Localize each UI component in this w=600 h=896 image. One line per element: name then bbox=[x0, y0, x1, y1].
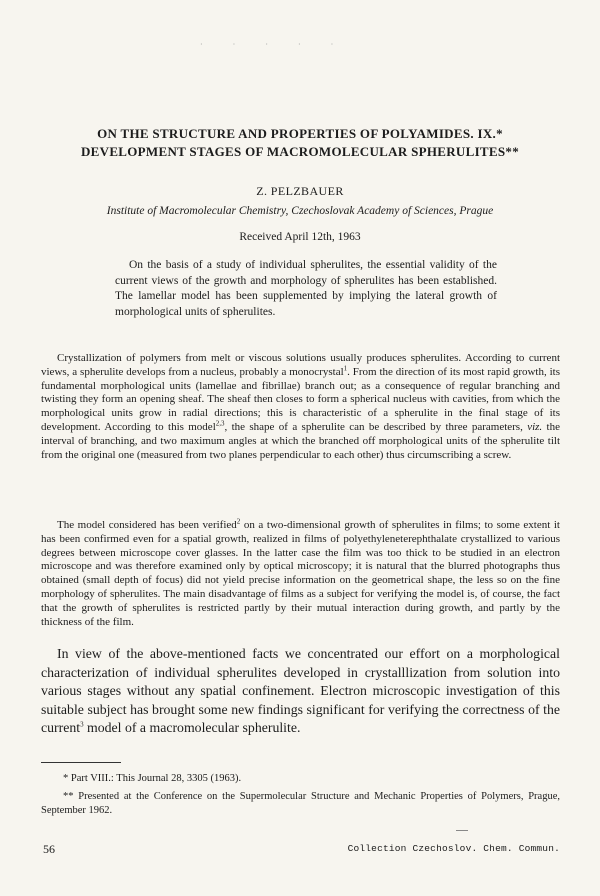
received-date: Received April 12th, 1963 bbox=[239, 231, 361, 243]
journal-footer: Collection Czechoslov. Chem. Commun. bbox=[347, 843, 560, 854]
footnote-1: * Part VIII.: This Journal 28, 3305 (1963). bbox=[63, 773, 242, 784]
p1-viz: viz. bbox=[527, 420, 543, 433]
article-title bbox=[40, 125, 560, 161]
p2-text-a: The model considered has been verified bbox=[57, 519, 237, 531]
p1-text-b: . From the direction of its most rapid growth, its fundamental morphological units (lamellae and fibrillae) branch out; as a consequence of regular branching and twisting they form an opening sheaf. The sheaf then closes to form a spherical nucleus with cavities, from which the morphological units grow in radial directions; this is characteristic of a spherulite in the final stage of its development. According to this model bbox=[41, 365, 560, 433]
p1-text-a: Crystallization of polymers from melt or viscous solutions usually produces spherulites. According to current views, a spherulite develops from a nucleus, probably a monocrystal bbox=[41, 352, 560, 378]
reference-2: 2 bbox=[236, 517, 241, 526]
paragraph-2 bbox=[41, 519, 560, 629]
title-line-2: DEVELOPMENT STAGES OF MACROMOLECULAR SPHERULITES** bbox=[80, 144, 520, 159]
footnote-rule bbox=[41, 762, 121, 763]
p2-text-b: on a two-dimensional growth of spherulites in films; to some extent it has been confirmed even for a spatial growth, realized in films of polyethyleneterephthalate crystallized to various degrees between microscope cover glasses. In the latter case the film was too thick to be studied in an electron microscope and was therefore examined only by optical microscopy; it is natural that the blurred photographs thus obtained (small depth of focus) did not yield precise information on the geometrical shape, the less so on the fine morphology of spherulites. The main disadvantage of films as a subject for verifying the model is, of course, the fact that the growth of spherulites is restricted partly by their mutual interaction during growth, and partly by the thickness of the film. bbox=[41, 519, 560, 628]
p3-text-b: model of a macromolecular spherulite. bbox=[83, 720, 301, 735]
p1-text-c: , the shape of a spherulite can be described by three parameters, bbox=[224, 420, 528, 433]
page-number: 56 bbox=[43, 842, 55, 856]
p1-text-d: the interval of branching, and two maximum angles at which the branched off morphological units of the spherulite tilt from the original one (measured from two planes perpendicular to each other) thus circumscribing a screw. bbox=[41, 420, 560, 461]
reference-2-3: 2,3 bbox=[215, 419, 225, 428]
p3-text-a: In view of the above-mentioned facts we concentrated our effort on a morphological characterization of individual spherulites developed in crystalllization from solution into various stages without any spatial confinement. Electron microscopic investigation of this suitable subject has brought some new findings significant for verifying the correctness of the current bbox=[41, 646, 560, 735]
abstract: On the basis of a study of individual spherulites, the essential validity of the current views of the growth and morphology of spherulites has been established. The lamellar model has been supplemented by implying the lateral growth of morphological units of spherulites. bbox=[115, 259, 497, 318]
scan-specks: · · · · · bbox=[200, 40, 348, 49]
affiliation: Institute of Macromolecular Chemistry, Czechoslovak Academy of Sciences, Prague bbox=[106, 205, 494, 217]
reference-3: 3 bbox=[80, 720, 84, 729]
paragraph-3 bbox=[41, 645, 560, 738]
title-line-1: ON THE STRUCTURE AND PROPERTIES OF POLYAMIDES. IX.* bbox=[97, 126, 503, 141]
footnote-2: ** Presented at the Conference on the Supermolecular Structure and Mechanic Properties of Polymers, Prague, September 1962. bbox=[41, 791, 560, 816]
paragraph-1 bbox=[41, 352, 560, 462]
reference-1: 1 bbox=[343, 364, 348, 373]
scan-mark bbox=[456, 830, 468, 831]
author: Z. PELZBAUER bbox=[256, 184, 344, 198]
